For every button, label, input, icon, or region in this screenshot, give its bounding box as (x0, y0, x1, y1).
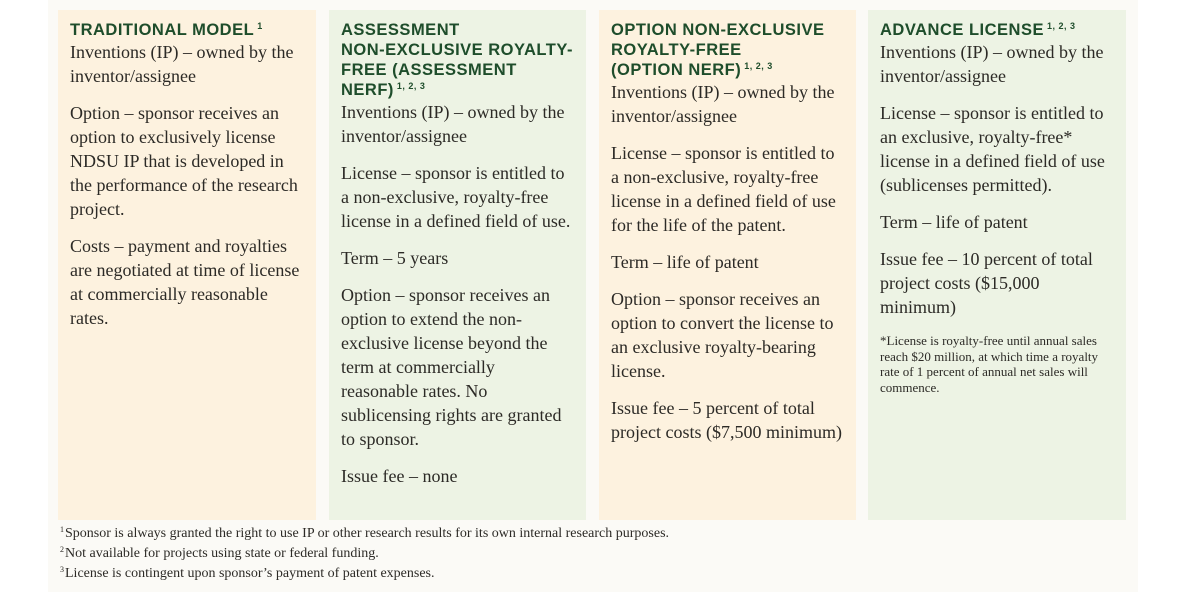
paragraph-option: Option – sponsor receives an option to convert the license to an exclusive royalty-bearing license. (611, 289, 834, 381)
paragraph-license: License – sponsor is entitled to an exclusive, royalty-free* license in a defined field of use (sublicenses permitted). (880, 103, 1105, 195)
footnote-number: 1 (60, 525, 64, 534)
footnote-number: 3 (60, 565, 64, 574)
title-footnote-ref: 1, 2, 3 (744, 61, 773, 71)
column-advance-license (868, 10, 1126, 520)
column-traditional-model (58, 10, 316, 520)
column-title (611, 20, 846, 80)
column-option-nerf (599, 10, 856, 520)
paragraph-issue-fee: Issue fee – 5 percent of total project costs ($7,500 minimum) (611, 398, 842, 442)
column-title (880, 20, 1116, 40)
column-title (341, 20, 576, 100)
footnote-text: License is contingent upon sponsor’s payment of patent expenses. (65, 566, 435, 581)
paragraph-issue-fee: Issue fee – none (341, 466, 458, 486)
paragraph-inventions: Inventions (IP) – owned by the inventor/assignee (880, 42, 1104, 86)
footnote-text: Not available for projects using state or federal funding. (65, 546, 379, 561)
footnote-text: Sponsor is always granted the right to use IP or other research results for its own internal research purposes. (65, 526, 670, 541)
footnote-number: 2 (60, 545, 64, 554)
paragraph-term: Term – 5 years (341, 248, 449, 268)
paragraph-license: License – sponsor is entitled to a non-exclusive, royalty-free license in a defined field of use for the life of the patent. (611, 143, 836, 235)
paragraph-inventions: Inventions (IP) – owned by the inventor/assignee (341, 102, 565, 146)
title-line: ADVANCE LICENSE (880, 21, 1044, 39)
paragraph-costs: Costs – payment and royalties are negotiated at time of license at commercially reasonable rates. (70, 236, 300, 328)
footnote-3 (60, 564, 960, 584)
title-footnote-ref: 1 (257, 21, 263, 31)
title-line: TRADITIONAL MODEL (70, 21, 255, 39)
footnotes (60, 524, 960, 584)
title-line: OPTION NON-EXCLUSIVE (611, 21, 825, 39)
paragraph-issue-fee: Issue fee – 10 percent of total project costs ($15,000 minimum) (880, 249, 1093, 317)
title-line: ASSESSMENT (341, 21, 460, 39)
title-line: NON-EXCLUSIVE ROYALTY- (341, 41, 573, 59)
title-line: (OPTION NERF) (611, 61, 742, 79)
title-line: ROYALTY-FREE (611, 41, 742, 59)
footnote-1 (60, 524, 960, 544)
paragraph-license: License – sponsor is entitled to a non-exclusive, royalty-free license in a defined field of use. (341, 163, 571, 231)
paragraph-term: Term – life of patent (611, 252, 759, 272)
title-footnote-ref: 1, 2, 3 (396, 81, 426, 91)
footnote-2 (60, 544, 960, 564)
paragraph-option: Option – sponsor receives an option to extend the non-exclusive license beyond the term at commercially reasonable rates. No sublicensing rights are granted to sponsor. (341, 285, 562, 449)
column-assessment-nerf (329, 10, 586, 520)
paragraph-inventions: Inventions (IP) – owned by the inventor/assignee (70, 42, 294, 86)
paragraph-term: Term – life of patent (880, 212, 1028, 232)
royalty-note: *License is royalty-free until annual sales reach $20 million, at which time a royalty rate of 1 percent of annual net sales will commence. (880, 333, 1099, 395)
title-footnote-ref: 1, 2, 3 (1046, 21, 1076, 31)
title-line: FREE (ASSESSMENT NERF) (341, 61, 517, 99)
paragraph-option: Option – sponsor receives an option to exclusively license NDSU IP that is developed in the performance of the research project. (70, 103, 298, 219)
column-title (70, 20, 306, 40)
paragraph-inventions: Inventions (IP) – owned by the inventor/assignee (611, 82, 835, 126)
